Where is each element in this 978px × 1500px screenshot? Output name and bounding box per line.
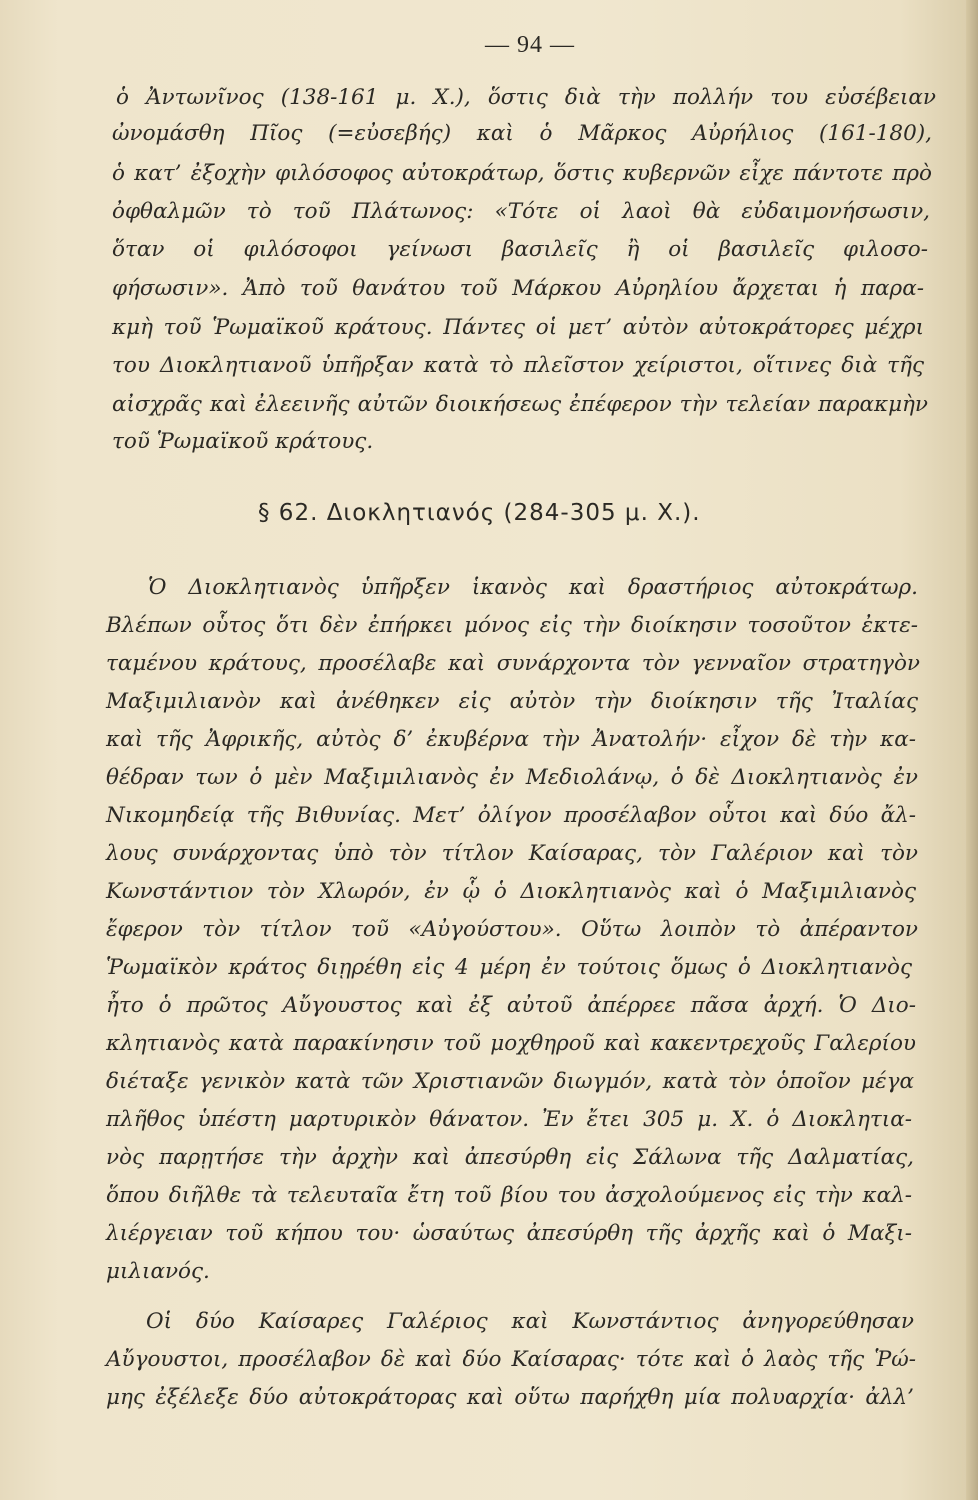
section-heading: § 62. Διοκλητιανός (284-305 μ. Χ.). <box>258 500 701 526</box>
text-line: ταμένου κράτους, προσέλαβε καὶ συνάρχοντα τὸν γενναῖον στρατηγὸν <box>106 651 920 676</box>
text-line: κλητιανὸς κατὰ παρακίνησιν τοῦ μοχθηροῦ καὶ κακεντρεχοῦς Γαλερίου <box>106 1031 916 1056</box>
text-line: ἔφερον τὸν τίτλον τοῦ «Αὐγούστου». Οὕτω λοιπὸν τὸ ἀπέραντον <box>106 917 918 942</box>
text-line: ὅταν οἱ φιλόσοφοι γείνωσι βασιλεῖς ἢ οἱ βασιλεῖς φιλοσο- <box>112 237 928 262</box>
page-edge <box>966 0 978 1500</box>
text-line: Ὁ Διοκλητιανὸς ὑπῆρξεν ἱκανὸς καὶ δραστήριος αὐτοκράτωρ. <box>148 575 918 600</box>
text-line: λιέργειαν τοῦ κήπου του· ὡσαύτως ἀπεσύρθη τῆς ἀρχῆς καὶ ὁ Μαξι- <box>106 1221 912 1246</box>
text-line: μιλιανός. <box>106 1259 210 1284</box>
text-line: κμὴ τοῦ Ῥωμαϊκοῦ κράτους. Πάντες οἱ μετ’ αὐτὸν αὐτοκράτορες μέχρι <box>112 315 924 340</box>
text-line: πλῆθος ὑπέστη μαρτυρικὸν θάνατον. Ἐν ἔτει 305 μ. Χ. ὁ Διοκλητια- <box>106 1107 912 1132</box>
text-line: Μαξιμιλιανὸν καὶ ἀνέθηκεν εἰς αὐτὸν τὴν διοίκησιν τῆς Ἰταλίας <box>106 689 918 714</box>
text-line: αἰσχρᾶς καὶ ἐλεεινῆς αὐτῶν διοικήσεως ἐπέφερον τὴν τελείαν παρακμὴν <box>112 392 928 417</box>
text-line: Ῥωμαϊκὸν κράτος διῃρέθη εἰς 4 μέρη ἐν τούτοις ὅμως ὁ Διοκλητιανὸς <box>106 955 912 980</box>
text-line: διέταξε γενικὸν κατὰ τῶν Χριστιανῶν διωγμόν, κατὰ τὸν ὁποῖον μέγα <box>106 1069 914 1094</box>
text-line: ὀφθαλμῶν τὸ τοῦ Πλάτωνος: «Τότε οἱ λαοὶ θὰ εὐδαιμονήσωσιν, <box>112 199 930 224</box>
text-line: Οἱ δύο Καίσαρες Γαλέριος καὶ Κωνστάντιος ἀνηγορεύθησαν <box>146 1309 914 1334</box>
text-line: ἦτο ὁ πρῶτος Αὔγουστος καὶ ἐξ αὐτοῦ ἀπέρρεε πᾶσα ἀρχή. Ὁ Διο- <box>106 993 916 1018</box>
page-number: — 94 — <box>485 32 575 58</box>
text-line: φήσωσιν». Ἀπὸ τοῦ θανάτου τοῦ Μάρκου Αὐρηλίου ἄρχεται ἡ παρα- <box>112 276 924 301</box>
text-line: του Διοκλητιανοῦ ὑπῆρξαν κατὰ τὸ πλεῖστον χείριστοι, οἵτινες διὰ τῆς <box>112 353 924 378</box>
text-line: λους συνάρχοντας ὑπὸ τὸν τίτλον Καίσαρας, τὸν Γαλέριον καὶ τὸν <box>106 841 918 866</box>
text-line: ὁ κατ’ ἐξοχὴν φιλόσοφος αὐτοκράτωρ, ὅστις κυβερνῶν εἶχε πάντοτε πρὸ <box>112 161 932 186</box>
text-line: ὅπου διῆλθε τὰ τελευταῖα ἔτη τοῦ βίου του ἀσχολούμενος εἰς τὴν καλ- <box>106 1183 912 1208</box>
text-line: Βλέπων οὗτος ὅτι δὲν ἐπήρκει μόνος εἰς τὴν διοίκησιν τοσοῦτον ἐκτε- <box>106 613 918 638</box>
text-line: μης ἐξέλεξε δύο αὐτοκράτορας καὶ οὕτω παρήχθη μία πολυαρχία· ἀλλ’ <box>106 1385 914 1410</box>
text-line: Αὔγουστοι, προσέλαβον δὲ καὶ δύο Καίσαρας· τότε καὶ ὁ λαὸς τῆς Ῥώ- <box>106 1347 916 1372</box>
text-line: Κωνστάντιον τὸν Χλωρόν, ἐν ᾧ ὁ Διοκλητιανὸς καὶ ὁ Μαξιμιλιανὸς <box>106 879 916 904</box>
text-line: Νικομηδείᾳ τῆς Βιθυνίας. Μετ’ ὀλίγον προσέλαβον οὗτοι καὶ δύο ἄλ- <box>106 803 916 828</box>
text-line: καὶ τῆς Ἀφρικῆς, αὐτὸς δ’ ἐκυβέρνα τὴν Ἀνατολήν· εἶχον δὲ τὴν κα- <box>106 727 916 752</box>
text-line: τοῦ Ῥωμαϊκοῦ κράτους. <box>112 429 374 454</box>
text-line: θέδραν των ὁ μὲν Μαξιμιλιανὸς ἐν Μεδιολάνῳ, ὁ δὲ Διοκλητιανὸς ἐν <box>106 765 918 790</box>
text-line: ὁ Ἀντωνῖνος (138-161 μ. Χ.), ὅστις διὰ τὴν πολλήν του εὐσέβειαν <box>116 85 936 110</box>
text-line: νὸς παρῃτήσε τὴν ἀρχὴν καὶ ἀπεσύρθη εἰς Σάλωνα τῆς Δαλματίας, <box>106 1145 914 1170</box>
text-line: ὠνομάσθη Πῖος (=εὐσεβής) καὶ ὁ Μᾶρκος Αὐρήλιος (161-180), <box>112 121 932 146</box>
